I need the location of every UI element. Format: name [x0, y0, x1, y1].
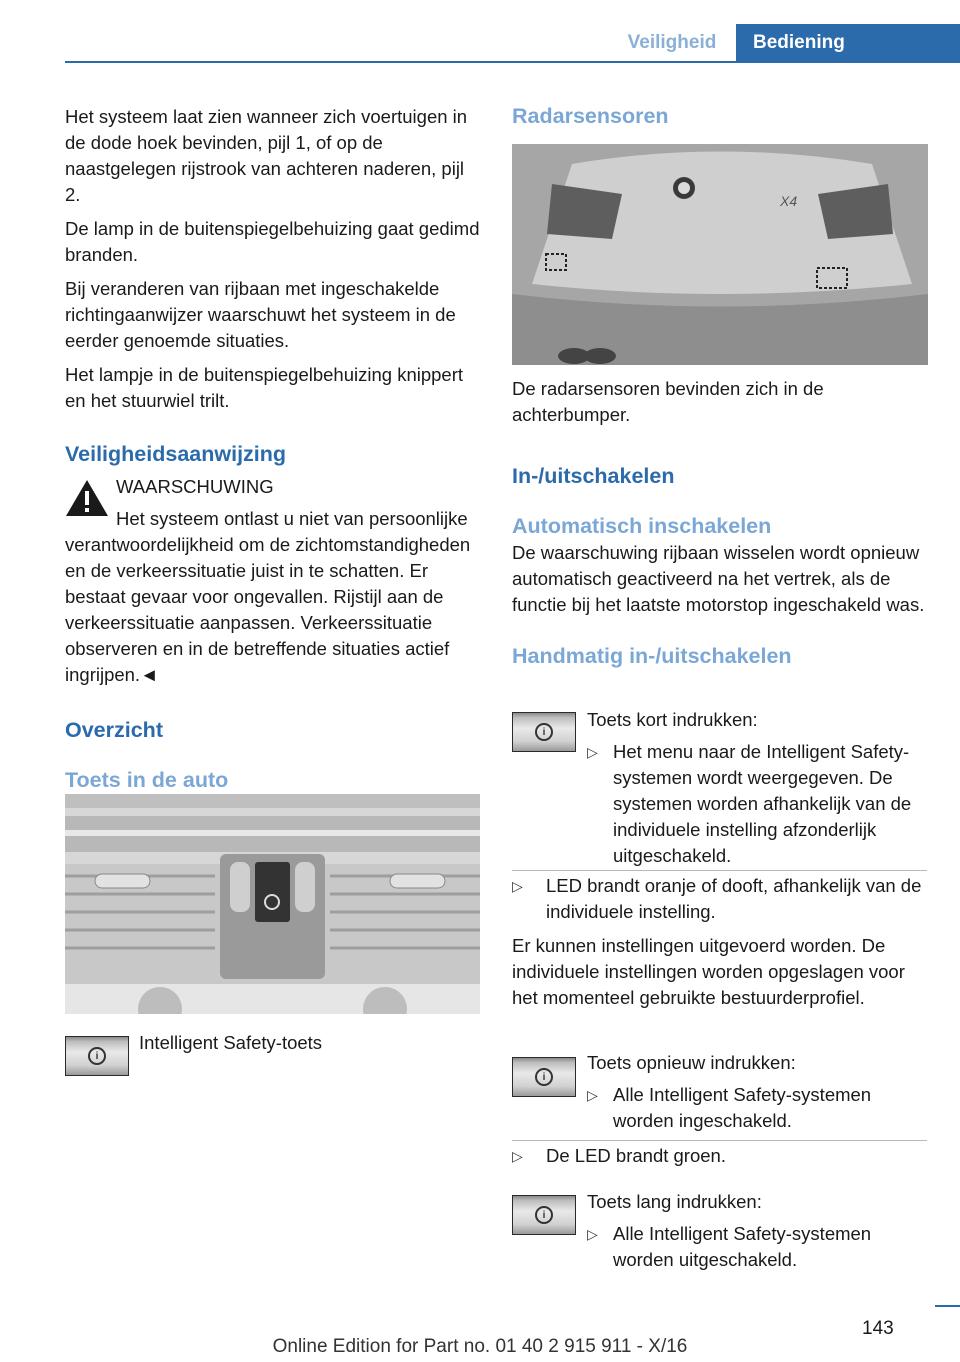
again-press-block: [587, 1050, 927, 1134]
intelligent-safety-button-icon: i: [512, 712, 576, 752]
bullet-triangle-icon: ▷: [587, 1087, 598, 1103]
radar-text: De radarsensoren bevinden zich in de achterbumper.: [512, 378, 824, 425]
warning-block: [65, 474, 480, 688]
short-press-block: [587, 707, 927, 869]
list-item: [587, 739, 927, 869]
blink-paragraph: Het lampje in de buitenspiegelbehuizing knippert en het stuurwiel trilt.: [65, 364, 464, 411]
rear-bumper-photo: [512, 144, 928, 365]
button-caption: Intelligent Safety-toets: [139, 1032, 323, 1053]
auto-heading: Automatisch inschakelen: [512, 514, 772, 538]
divider: [512, 870, 927, 871]
manual-heading: Handmatig in-/uitschakelen: [512, 644, 792, 668]
led-bullet: LED brandt oranje of dooft, afhankelijk van de individuele instelling.: [546, 875, 922, 922]
button-icon-long: [512, 1195, 576, 1235]
long-press-label: Toets lang indrukken:: [587, 1191, 762, 1212]
warning-text: Het systeem ontlast u niet van persoonlijke verantwoordelijkheid om de zichtomstandigheden en de verkeerssituatie juist in te schatten. Er bestaat gevaar voor ongevallen. Rijstijl aan de verkeerssituatie aanpassen. Verkeerssituatie observeren en in de betreffende situaties actief ingrijpen.◄: [65, 508, 471, 685]
intelligent-safety-button-icon: i: [512, 1057, 576, 1097]
warning-title: WAARSCHUWING: [116, 476, 274, 497]
lane-change-paragraph: Bij veranderen van rijbaan met ingeschakelde richtingaanwijzer waarschuwt het systeem in de eerder genoemde situaties.: [65, 278, 456, 351]
green-bullet: De LED brandt groen.: [546, 1145, 726, 1166]
tab-veiligheid[interactable]: Veiligheid: [627, 31, 717, 53]
warning-triangle-icon: [65, 478, 109, 518]
short-press-label: Toets kort indrukken:: [587, 709, 758, 730]
page-number: 143: [862, 1318, 894, 1339]
onoff-heading: In-/uitschakelen: [512, 464, 675, 488]
long-bullet: Alle Intelligent Safety-systemen worden uitgeschakeld.: [613, 1223, 872, 1270]
footer-rule: [935, 1305, 960, 1307]
edition-footer: Online Edition for Part no. 01 40 2 915 911 - X/16: [272, 1336, 688, 1357]
overview-heading: Overzicht: [65, 718, 163, 742]
caption-row: [65, 1036, 129, 1076]
again-press-label: Toets opnieuw indrukken:: [587, 1052, 796, 1073]
list-item: [512, 873, 927, 925]
intelligent-safety-button-icon: i: [65, 1036, 129, 1076]
list-item: [587, 1221, 927, 1273]
safety-heading: Veiligheidsaanwijzing: [65, 442, 287, 466]
bullet-triangle-icon: ▷: [587, 1226, 598, 1242]
settings-text: Er kunnen instellingen uitgevoerd worden. De individuele instellingen worden opgeslagen voor het momenteel gebruikte bestuurderprofiel.: [512, 935, 905, 1008]
intelligent-safety-button-icon: i: [512, 1195, 576, 1235]
long-press-block: [587, 1189, 927, 1273]
list-item: [587, 1082, 927, 1134]
lamp-paragraph: De lamp in de buitenspiegelbehuizing gaat gedimd branden.: [65, 218, 480, 265]
bullet-triangle-icon: ▷: [512, 1148, 523, 1164]
left-column: [65, 104, 480, 794]
button-icon-short: [512, 712, 576, 752]
button-icon-again: [512, 1057, 576, 1097]
auto-text: De waarschuwing rijbaan wisselen wordt opnieuw automatisch geactiveerd na het vertrek, als de functie bij het laatste motorstop ingeschakeld was.: [512, 542, 925, 615]
header-rule: [65, 61, 960, 63]
svg-text:X4: X4: [780, 193, 798, 209]
button-heading: Toets in de auto: [65, 768, 229, 792]
dashboard-button-photo: [65, 794, 480, 1014]
right-upper: [512, 376, 927, 670]
led-block: [512, 873, 927, 1011]
intro-paragraph: Het systeem laat zien wanneer zich voertuigen in de dode hoek bevinden, pijl 1, of op de naastgelegen rijstrook van achteren naderen, pijl 2.: [65, 106, 468, 205]
list-item: [512, 1143, 927, 1169]
tab-bediening[interactable]: Bediening: [736, 24, 960, 61]
again-bullet: Alle Intelligent Safety-systemen worden ingeschakeld.: [613, 1084, 872, 1131]
bullet-triangle-icon: ▷: [512, 878, 523, 894]
green-block: [512, 1143, 927, 1169]
radar-heading: Radarsensoren: [512, 104, 669, 128]
short-bullet: Het menu naar de Intelligent Safety-systemen wordt weergegeven. De systemen worden afhankelijk van de individuele instelling afzonderlijk uitgeschakeld.: [613, 741, 912, 866]
divider: [512, 1140, 927, 1141]
bullet-triangle-icon: ▷: [587, 744, 598, 760]
